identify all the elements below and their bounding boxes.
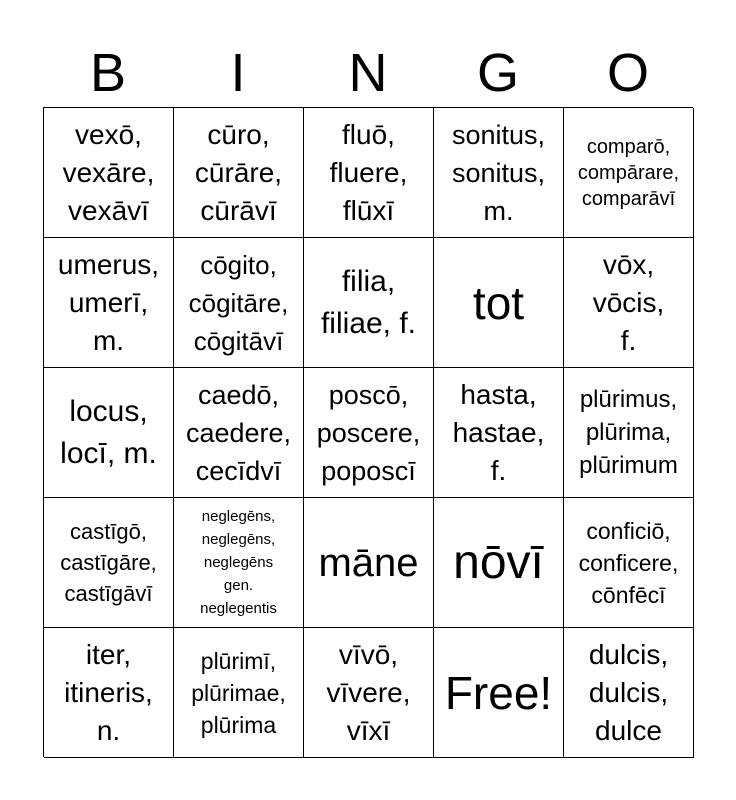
cell-line: gen. xyxy=(223,577,254,594)
cell-line: caedere, xyxy=(185,417,292,448)
cell-line: sonitus, xyxy=(451,157,546,188)
cell-line: vexō, xyxy=(75,118,142,150)
bingo-cell[interactable] xyxy=(564,108,694,238)
bingo-cell[interactable] xyxy=(564,628,694,758)
cell-line: vōx, xyxy=(602,248,655,280)
cell-line: vexāre, xyxy=(62,156,155,188)
free-space-label: Free! xyxy=(444,666,553,719)
cell-line: itineris, xyxy=(64,676,153,708)
cell-line: f. xyxy=(620,324,637,356)
cell-line: cōgitāvī xyxy=(193,325,284,356)
cell-line: conficere, xyxy=(578,549,679,576)
bingo-cell[interactable] xyxy=(304,108,434,238)
cell-line: cecīdvī xyxy=(195,455,282,486)
bingo-cell[interactable] xyxy=(174,498,304,628)
cell-line: n. xyxy=(96,714,121,746)
cell-line: neglegēns, xyxy=(201,508,276,525)
bingo-cell[interactable] xyxy=(174,628,304,758)
bingo-cell[interactable] xyxy=(564,238,694,368)
cell-line: cūrāre, xyxy=(194,156,283,188)
header-letter-b: B xyxy=(89,43,127,103)
cell-line: comparāvī xyxy=(581,187,676,210)
header-letter-o: O xyxy=(606,43,649,103)
cell-line: vīvere, xyxy=(326,676,411,708)
cell-line: cōnfēcī xyxy=(591,581,666,608)
cell-line: m. xyxy=(92,324,125,356)
cell-line: tot xyxy=(472,276,525,329)
cell-line: filiae, f. xyxy=(320,306,417,340)
cell-line: castīgō, xyxy=(69,519,148,544)
bingo-cell[interactable] xyxy=(434,108,564,238)
bingo-cell[interactable] xyxy=(564,368,694,498)
cell-line: plūrimum xyxy=(579,452,678,479)
cell-line: sonitus, xyxy=(451,119,546,150)
bingo-cell[interactable] xyxy=(304,238,434,368)
bingo-cell[interactable] xyxy=(304,498,434,628)
cell-line: plūrimī, xyxy=(200,647,277,674)
cell-line: hasta, xyxy=(460,378,537,410)
cell-line: castīgāvī xyxy=(64,581,153,606)
cell-line: m. xyxy=(483,195,514,226)
cell-line: poposcī xyxy=(321,455,416,486)
cell-line: locī, m. xyxy=(60,436,157,470)
bingo-cell[interactable] xyxy=(304,628,434,758)
bingo-cell[interactable] xyxy=(174,368,304,498)
cell-line: iter, xyxy=(85,638,132,670)
bingo-board xyxy=(43,107,693,757)
cell-line: neglegēns xyxy=(203,554,274,571)
cell-line: cōgito, xyxy=(200,249,277,280)
cell-line: umerus, xyxy=(57,248,160,280)
bingo-header xyxy=(43,40,693,106)
bingo-cell[interactable] xyxy=(44,368,174,498)
cell-line: fluere, xyxy=(329,156,408,188)
bingo-cell[interactable] xyxy=(44,238,174,368)
cell-line: conficiō, xyxy=(586,517,671,544)
cell-line: flūxī xyxy=(342,194,395,226)
cell-line: plūrimae, xyxy=(191,679,286,706)
header-letter-n: N xyxy=(348,43,388,103)
cell-line: fluō, xyxy=(342,118,395,150)
header-letter-i: I xyxy=(230,43,246,103)
cell-line: castīgāre, xyxy=(60,550,157,575)
cell-line: dulce xyxy=(595,714,662,746)
bingo-cell[interactable] xyxy=(44,498,174,628)
bingo-cell[interactable] xyxy=(174,108,304,238)
cell-line: nōvī xyxy=(453,535,544,589)
bingo-cell[interactable] xyxy=(44,108,174,238)
cell-line: caedō, xyxy=(197,379,280,410)
bingo-cell[interactable] xyxy=(44,628,174,758)
cell-line: vōcis, xyxy=(592,286,665,318)
bingo-cell[interactable] xyxy=(174,238,304,368)
cell-line: cūro, xyxy=(207,118,270,150)
cell-line: māne xyxy=(318,540,419,585)
cell-line: vīxī xyxy=(346,714,391,746)
free-space-cell[interactable] xyxy=(434,628,564,758)
cell-line: hastae, xyxy=(452,416,545,448)
cell-line: dulcis, xyxy=(588,638,669,670)
bingo-cell[interactable] xyxy=(434,238,564,368)
cell-line: neglegēns, xyxy=(201,531,276,548)
bingo-cell[interactable] xyxy=(304,368,434,498)
cell-line: cōgitāre, xyxy=(188,287,289,318)
cell-line: plūrima xyxy=(200,711,277,738)
cell-line: filia, xyxy=(341,264,396,298)
cell-line: f. xyxy=(490,454,507,486)
cell-line: locus, xyxy=(69,394,148,428)
cell-line: vexāvī xyxy=(68,194,149,226)
header-letter-g: G xyxy=(476,43,519,103)
cell-line: poscere, xyxy=(316,417,421,448)
bingo-cell[interactable] xyxy=(564,498,694,628)
cell-line: neglegentis xyxy=(200,600,277,617)
bingo-cell[interactable] xyxy=(434,368,564,498)
cell-line: poscō, xyxy=(328,379,409,410)
cell-line: plūrima, xyxy=(585,419,672,446)
cell-line: umerī, xyxy=(68,286,149,318)
cell-line: plūrimus, xyxy=(579,386,678,413)
cell-line: cūrāvī xyxy=(200,194,277,226)
cell-line: comparō, xyxy=(586,135,671,158)
cell-line: dulcis, xyxy=(588,676,669,708)
cell-line: vīvō, xyxy=(338,638,399,670)
cell-line: compārare, xyxy=(577,161,680,184)
bingo-cell[interactable] xyxy=(434,498,564,628)
